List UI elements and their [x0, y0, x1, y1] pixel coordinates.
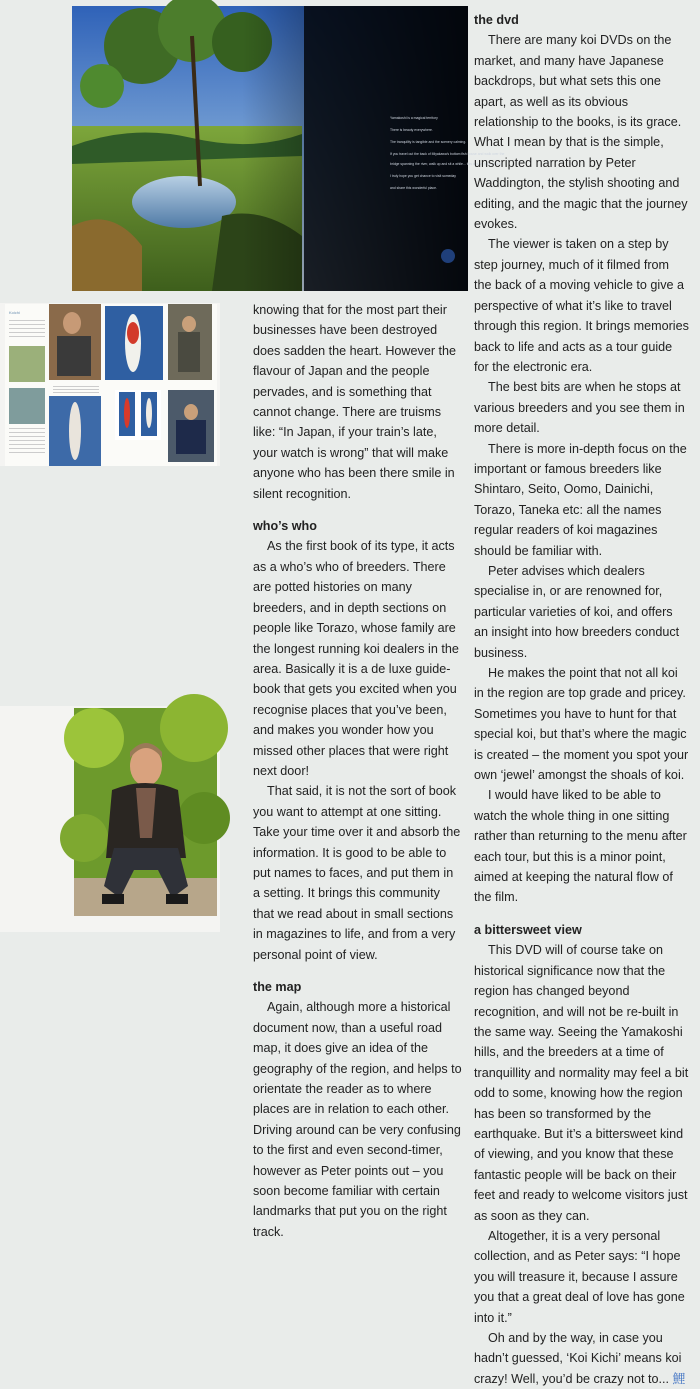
thumb-man-with-koi — [49, 304, 101, 380]
body-paragraph: That said, it is not the sort of book you want to attempt at one sitting. Take your time over it and absorb the information. It is good to be able to put names to faces, and put them in a setting. It brings this community that we read about in small sections in magazines to life, and from a very personal point of view. — [253, 784, 461, 962]
section-heading-the-dvd: the dvd — [474, 13, 519, 27]
thumb-heading: Koichi — [9, 310, 20, 315]
thumb-koi-pair — [115, 390, 161, 440]
body-paragraph: As the first book of its type, it acts as a who’s who of breeders. There are potted histories on many breeders, and in depth sections on people like Torazo, whose family are the longest running koi dealers in the area. Basically it is a de luxe guide-book that gets you excited when you recognise places that you’ve been, and makes you wonder how you missed other places that were right next door! — [253, 539, 459, 778]
body-paragraph: He makes the point that not all koi in the region are top grade and pricey. Sometimes you have to hunt for that special koi, but that’s where the magic is created – the moment you spot your own ‘jewel’ amongst the shoals of koi. — [474, 666, 689, 783]
article-column-right — [474, 10, 690, 1389]
body-paragraph: This DVD will of course take on historical significance now that the region has changed beyond recognition, and will not be re-built in the same way. Seeing the Yamakoshi hills, and the breeders at a time of tranquillity and normality may feel a bit odd to some, knowing how the region has been so transformed by the earthquake. But it’s a bittersweet kind of viewing, and you know that these fantastic people will be back on their feet and ready to welcome visitors just as soon as they can. — [474, 943, 689, 1223]
section-heading-whos-who: who’s who — [253, 519, 317, 534]
koi-thumbnail-page — [5, 304, 217, 466]
closing-text: Oh and by the way, in case you hadn’t guessed, ‘Koi Kichi’ means koi crazy! Well, you’d be crazy not to... — [474, 1331, 682, 1386]
body-paragraph: The viewer is taken on a step by step journey, much of it filmed from the back of a moving vehicle to give a perspective of what it’s like to travel through this region. It brings memories back to life and acts as a tour guide for the electronic era. — [474, 237, 689, 374]
author-portrait-photo — [74, 708, 217, 916]
spread-line: There is beauty everywhere. — [390, 128, 433, 132]
left-margin-gap — [0, 466, 220, 706]
body-paragraph: There are many koi DVDs on the market, and many have Japanese backdrops, but what sets this one apart, as well as its obvious relationship to the books, is its grace. What I mean by that is the simple, unscripted narration by Peter Waddington, the stylish shooting and editing, and the magic that the journey evokes. — [474, 33, 688, 232]
body-paragraph: There is more in-depth focus on the important or famous breeders like Shintaro, Seito, Oomo, Dainichi, Torazo, Taneka etc: all the names regular readers of koi magazines should be familiar with. — [474, 441, 687, 558]
thumb-landscape — [9, 346, 45, 382]
body-paragraph: Peter advises which dealers specialise in, or are renowned for, particular varieties of koi, and offers an insight into how breeders conduct business. — [474, 563, 680, 660]
section-heading-the-map: the map — [253, 980, 302, 994]
thumb-koi-white — [49, 396, 101, 466]
spread-line: If you travel out the back of Miyakawa’s bottom fish house and walk over the bridge spanning the river, walk up and sit a while... this is what you will see. — [390, 152, 505, 166]
body-paragraph — [474, 1328, 690, 1389]
body-paragraph: The best bits are when he stops at various breeders and you see them in more detail. — [474, 380, 685, 436]
spread-line: and share this wonderful place. — [390, 186, 437, 190]
body-paragraph: Again, although more a historical document now, than a useful road map, it does give an idea of the geography of the region, and helps to orientate the reader as to where places are in relation to each other. Driving around can be very confusing to the first and even second-timer, however as Peter points out – you soon become familiar with certain landmarks that put you on the right track. — [253, 1000, 462, 1239]
body-paragraph: knowing that for the most part their businesses have been destroyed does sadden the heart. However the flavour of Japan and the people pervades, and is something that cannot change. There are truisms like: “In Japan, if your train’s late, your watch is wrong” that will make anyone who has been there smile in silent recognition. — [253, 303, 457, 501]
spread-line: Yamakoshi is a magical territory — [390, 116, 438, 120]
thumb-man-seated — [168, 390, 214, 462]
thumb-caption — [53, 386, 99, 394]
body-paragraph: Altogether, it is a very personal collection, and as Peter says: “I hope you will treasure it, because I assure you that a great deal of love has gone into it.” — [474, 1228, 685, 1325]
thumb-breeder — [168, 304, 212, 380]
end-mark-icon: 鯉 — [672, 1371, 686, 1386]
spread-line: I truly hope you get chance to visit someday — [390, 174, 456, 178]
thumb-text-block — [9, 320, 45, 340]
article-column-middle — [253, 300, 463, 1242]
thumb-pond — [9, 388, 45, 424]
portrait-illustration — [74, 708, 217, 916]
section-heading-bittersweet-view: a bittersweet view — [474, 922, 582, 937]
body-paragraph: I would have liked to be able to watch the whole thing in one sitting rather than returning to the menu after each tour, but this is a minor point, aimed at keeping the natural flow of the film. — [474, 788, 687, 905]
thumb-text-block — [9, 428, 45, 456]
spread-line: The tranquility is tangible and the scenery calming. — [390, 140, 467, 144]
thumb-koi-red — [105, 306, 163, 380]
